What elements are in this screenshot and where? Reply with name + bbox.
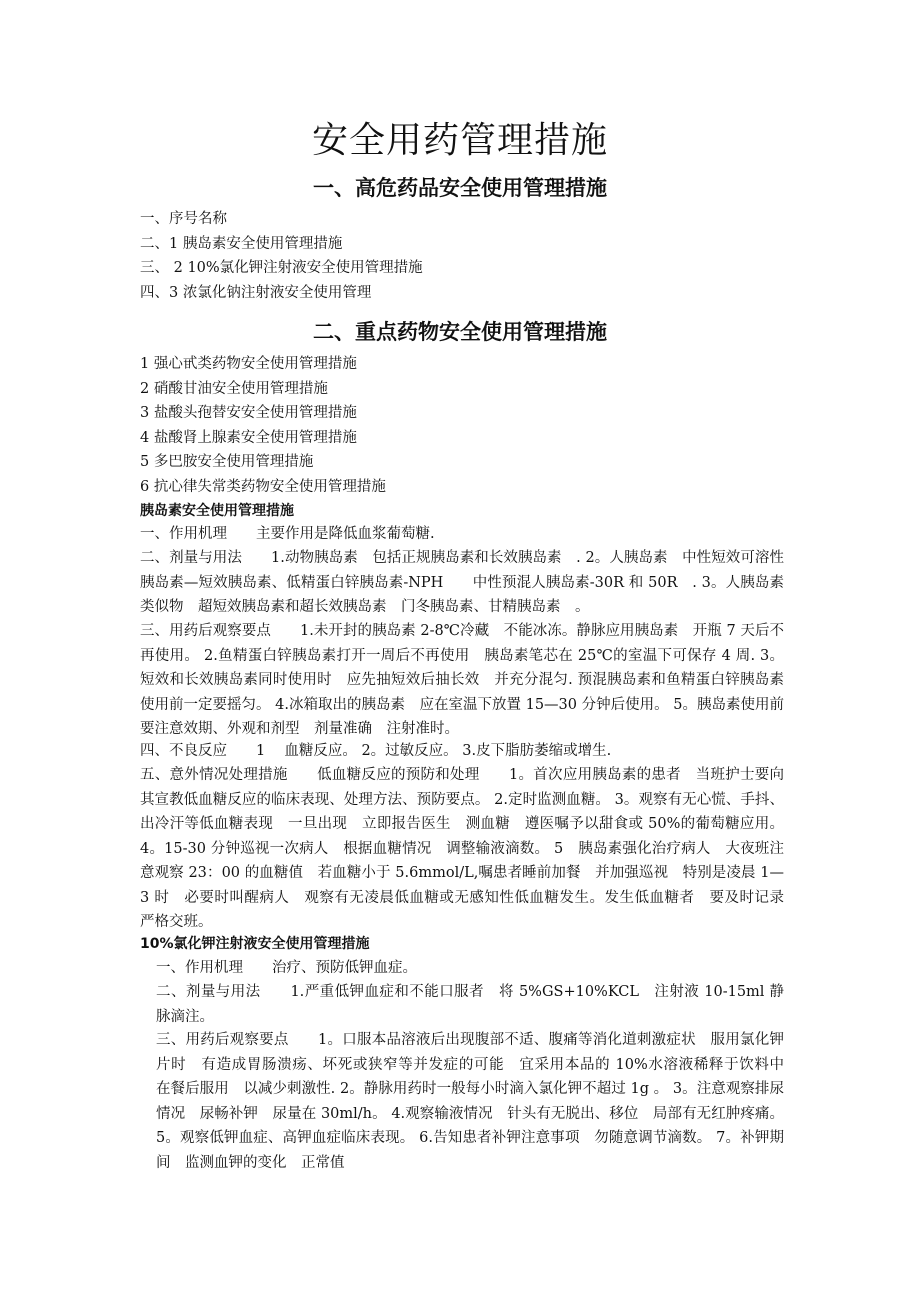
key-drug-list — [140, 352, 800, 499]
kcl-dosage: 二、剂量与用法 1.严重低钾血症和不能口服者 将 5%GS+10%KCL 注射液 10-15ml 静脉滴注。 — [156, 984, 784, 1025]
list-item: 4 盐酸肾上腺素安全使用管理措施 — [140, 429, 357, 446]
insulin-observation: 三、用药后观察要点 1.未开封的胰岛素 2-8℃冷藏 不能冰冻。静脉应用胰岛素 开瓶 7 天后不再使用。 2.鱼精蛋白锌胰岛素打开一周后不再使用 胰岛素笔芯在 25℃的室温下可保存 4 周. 3。短效和长效胰岛素同时使用时 应先抽短效后抽长效 并充分混匀. 预混胰岛素和鱼精蛋白锌胰岛素使用前一定要摇匀。 4.冰箱取出的胰岛素 应在室温下放置 15—30 分钟后使用。 5。胰岛素使用前要注意效期、外观和剂型 剂量准确 注射准时。 — [140, 623, 784, 737]
kcl-heading: 10%氯化钾注射液安全使用管理措施 — [140, 936, 370, 952]
insulin-adverse-reactions: 四、不良反应 1 血糖反应。 2。过敏反应。 3.皮下脂肪萎缩或增生. — [140, 743, 612, 759]
list-item: 3 盐酸头孢替安安全使用管理措施 — [140, 405, 357, 421]
section-2-heading: 二、重点药物安全使用管理措施 — [313, 320, 607, 344]
list-item: 四、3 浓氯化钠注射液安全使用管理 — [140, 284, 372, 301]
high-risk-drug-list — [140, 207, 800, 305]
list-item: 5 多巴胺安全使用管理措施 — [140, 454, 314, 470]
section-1-heading: 一、高危药品安全使用管理措施 — [313, 176, 607, 200]
list-item: 一、序号名称 — [140, 211, 227, 227]
list-item: 二、1 胰岛素安全使用管理措施 — [140, 235, 343, 252]
document-title: 安全用药管理措施 — [311, 120, 608, 161]
list-item: 6 抗心律失常类药物安全使用管理措施 — [140, 478, 386, 495]
list-item: 1 强心甙类药物安全使用管理措施 — [140, 356, 357, 372]
insulin-mechanism: 一、作用机理 主要作用是降低血浆葡萄糖. — [140, 526, 435, 542]
insulin-heading: 胰岛素安全使用管理措施 — [140, 503, 294, 519]
insulin-dosage: 二、剂量与用法 1.动物胰岛素 包括正规胰岛素和长效胰岛素 . 2。人胰岛素 中性短效可溶性胰岛素—短效胰岛素、低精蛋白锌胰岛素-NPH 中性预混人胰岛素-30R 和 50R . 3。人胰岛素类似物 超短效胰岛素和超长效胰岛素 门冬胰岛素、甘精胰岛素 。 — [140, 550, 784, 615]
list-item: 2 硝酸甘油安全使用管理措施 — [140, 380, 328, 397]
kcl-observation: 三、用药后观察要点 1。口服本品溶液后出现腹部不适、腹痛等消化道刺激症状 服用氯化钾片时 有造成胃肠溃疡、坏死或狭窄等并发症的可能 宜采用本品的 10%水溶液稀释于饮料中 在餐后服用 以减少刺激性. 2。静脉用药时一般每小时滴入氯化钾不超过 1g 。 3。注意观察排尿情况 尿畅补钾 尿量在 30ml/h。 4.观察输液情况 针头有无脱出、移位 局部有无红肿疼痛。 5。观察低钾血症、高钾血症临床表现。 6.告知患者补钾注意事项 勿随意调节滴数。 7。补钾期间 监测血钾的变化 正常值 — [156, 1032, 799, 1171]
kcl-mechanism: 一、作用机理 治疗、预防低钾血症。 — [156, 960, 417, 976]
list-item: 三、 2 10%氯化钾注射液安全使用管理措施 — [140, 260, 423, 276]
insulin-emergency-handling: 五、意外情况处理措施 低血糖反应的预防和处理 1。首次应用胰岛素的患者 当班护士要向其宣教低血糖反应的临床表现、处理方法、预防要点。 2.定时监测血糖。 3。观察有无心慌、手抖、出冷汗等低血糖表现 一旦出现 立即报告医生 测血糖 遵医嘱予以甜食或 50%的葡萄糖应用。 4。15-30 分钟巡视一次病人 根据血糖情况 调整输液滴数。 5 胰岛素强化治疗病人 大夜班注意观察 23：00 的血糖值 若血糖小于 5.6mmol/L,嘱患者睡前加餐 并加强巡视 特别是凌晨 1—3 时 必要时叫醒病人 观察有无凌晨低血糖或无感知性低血糖发生。发生低血糖者 要及时记录 严格交班。 — [140, 767, 799, 930]
